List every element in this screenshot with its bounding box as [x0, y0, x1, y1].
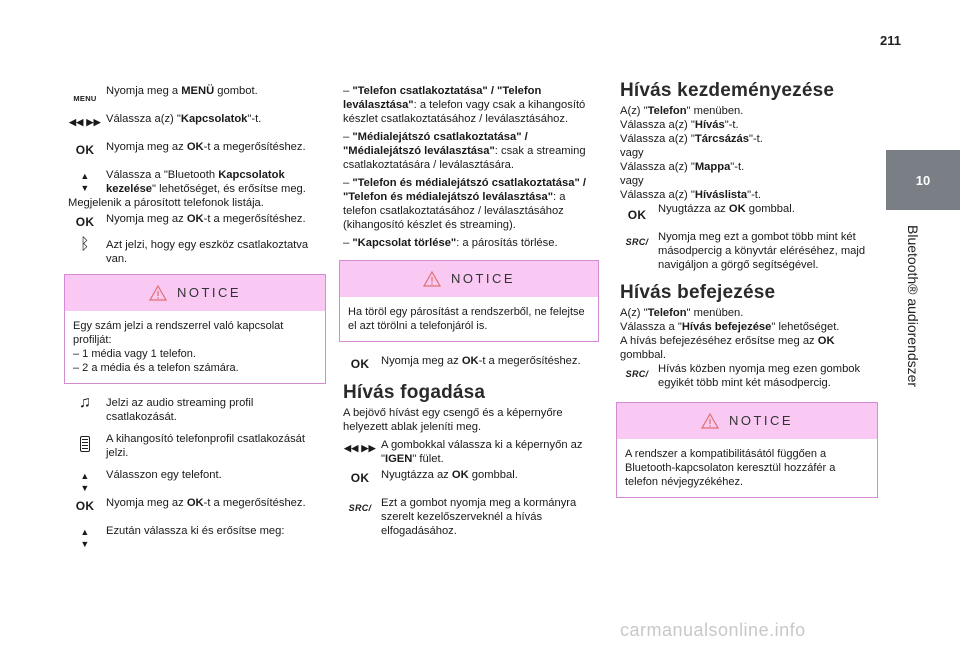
text: –: [343, 85, 353, 97]
step-ok-2: [68, 212, 326, 229]
notice-header: [65, 275, 325, 311]
text: : csak a streaming csatlakoztatására / leválasztására.: [343, 145, 586, 171]
text: Megjelenik a párosított telefonok listája.: [68, 197, 264, 209]
paragraph: [620, 160, 878, 174]
notice-label: NOTICE: [450, 271, 516, 286]
chapter-tab: 10: [886, 150, 960, 210]
text: Válassza a(z) ": [620, 133, 695, 145]
text: -t a megerősítéshez.: [478, 355, 581, 367]
step-steering-directory: [620, 230, 878, 272]
text: : a párosítás törlése.: [456, 237, 558, 249]
text: –: [343, 131, 353, 143]
text: –: [343, 177, 353, 189]
step-steering-accept: [343, 496, 599, 538]
text: – 1 média vagy 1 telefon.: [73, 348, 196, 360]
column-2: [343, 84, 599, 546]
text-bold: Mappa: [694, 161, 731, 173]
text: gombot.: [217, 85, 258, 97]
text-bold: MENÜ: [181, 85, 215, 97]
text: A(z) ": [620, 105, 648, 117]
warning-icon: [701, 413, 719, 429]
step-select-confirm: [68, 524, 326, 549]
heading-call-receive: Hívás fogadása: [343, 382, 486, 403]
text-bold: "Médialejátszó csatlakoztatása" / "Médialejátszó leválasztása": [343, 131, 528, 157]
step-select-yes: [343, 438, 599, 466]
text-bold: Híváslista: [694, 189, 748, 201]
step-ok-4: [343, 354, 599, 371]
paragraph: vagy: [620, 175, 644, 187]
warning-icon: [149, 285, 167, 301]
step-bluetooth: [68, 238, 326, 266]
heading-call-end: Hívás befejezése: [620, 282, 776, 303]
text: Válassza a(z) ": [620, 161, 695, 173]
step-ok-5: [343, 468, 599, 485]
paragraph: [620, 320, 878, 334]
column-1: [68, 84, 326, 549]
music-note-icon: ♫: [78, 394, 92, 411]
text: -t a megerősítéshez.: [203, 141, 306, 153]
step-steering-end: [620, 362, 878, 390]
warning-icon: [423, 271, 441, 287]
option-3: [343, 176, 599, 232]
text-bold: Telefon: [647, 105, 687, 117]
text: "-t.: [748, 133, 763, 145]
option-1: [343, 84, 599, 126]
text: A(z) ": [620, 307, 648, 319]
bluetooth-icon: ᛒ: [80, 236, 90, 253]
up-down-arrows-icon: ▲ ▼: [80, 471, 90, 493]
text: Nyugtázza az: [658, 203, 729, 215]
notice-body: [65, 311, 325, 383]
text: " lehetőséget.: [771, 321, 840, 333]
chapter-title: [905, 225, 925, 425]
text: Azt jelzi, hogy egy eszköz csatlakoztatva van.: [106, 239, 309, 265]
text: Ezután válassza ki és erősítse meg:: [106, 525, 285, 537]
notice-header: [617, 403, 877, 439]
paragraph: [620, 334, 878, 362]
ok-button-icon: OK: [75, 143, 95, 157]
text: " fület.: [412, 453, 444, 465]
text: Nyomja meg az: [106, 141, 187, 153]
text: " menüben.: [686, 307, 744, 319]
text-bold: OK: [186, 141, 204, 153]
text: "-t.: [247, 113, 262, 125]
text-bold: OK: [817, 335, 835, 347]
paragraph: vagy: [620, 147, 644, 159]
notice-box-3: [616, 402, 878, 498]
text: "-t.: [747, 189, 762, 201]
text: "-t.: [724, 119, 739, 131]
text: –: [343, 237, 353, 249]
menu-button-icon: MENU: [73, 94, 97, 103]
text-bold: Kapcsolatok: [180, 113, 248, 125]
chapter-title-text: Bluetooth® audiorendszer: [905, 225, 921, 388]
text: " menüben.: [686, 105, 744, 117]
text-bold: Tárcsázás: [694, 133, 749, 145]
text: A hívás befejezéséhez erősítse meg az: [620, 335, 818, 347]
text-bold: OK: [728, 203, 746, 215]
watermark: carmanualsonline.info: [620, 620, 806, 640]
notice-label: NOTICE: [728, 413, 794, 428]
src-button-icon: SRC/: [625, 369, 649, 379]
text-bold: OK: [186, 213, 204, 225]
text: Nyomja meg az: [381, 355, 462, 367]
text: Jelzi az audio streaming profil csatlakozását.: [106, 397, 254, 423]
text-bold: IGEN: [384, 453, 413, 465]
text: Válassza a(z) ": [620, 189, 695, 201]
paragraph: [620, 104, 878, 118]
up-down-arrows-icon: ▲ ▼: [80, 527, 90, 549]
text-bold: OK: [186, 497, 204, 509]
step-ok-6: [620, 202, 878, 222]
text: Nyugtázza az: [381, 469, 452, 481]
paragraph: [620, 306, 878, 320]
text: Hívás közben nyomja meg ezen gombok egyikét több mint két másodpercig.: [658, 363, 861, 389]
text: : a telefon csatlakoztatásához / leválasztásához (kihangosító készlet és streaming).: [343, 191, 566, 231]
paragraph: [620, 188, 878, 202]
ok-button-icon: OK: [350, 357, 370, 371]
text: -t a megerősítéshez.: [203, 213, 306, 225]
text: Nyomja meg az: [106, 213, 187, 225]
ok-button-icon: OK: [627, 208, 647, 222]
phone-icon: [68, 436, 102, 456]
text: Válassza a "Bluetooth: [106, 169, 219, 181]
notice-box-2: [339, 260, 599, 342]
arrows-icon: ◀◀ ▶▶: [69, 117, 101, 127]
notice-body: A rendszer a kompatibilitásától függően a Bluetooth-kapcsolaton keresztül hozzáfér a telefon névjegyzékéhez.: [625, 448, 836, 488]
text: Egy szám jelzi a rendszerrel való kapcsolat profilját:: [73, 320, 284, 346]
step-streaming: [68, 396, 326, 424]
text-bold: Telefon: [647, 307, 687, 319]
text: : a telefon vagy csak a kihangosító készlet csatlakoztatásához / leválasztásához.: [343, 99, 586, 125]
text: A kihangosító telefonprofil csatlakozását jelzi.: [106, 433, 306, 459]
text-bold: "Kapcsolat törlése": [352, 237, 457, 249]
option-2: [343, 130, 599, 172]
text-bold: Hívás: [694, 119, 725, 131]
ok-button-icon: OK: [75, 499, 95, 513]
text: gombbal.: [620, 349, 667, 361]
paragraph: [620, 118, 878, 132]
up-down-arrows-icon: ▲ ▼: [80, 171, 90, 193]
step-connections: [68, 112, 326, 126]
option-4: [343, 236, 599, 250]
text-bold: OK: [461, 355, 479, 367]
text: Nyomja meg az: [106, 497, 187, 509]
text: Válassza a(z) ": [106, 113, 181, 125]
notice-label: NOTICE: [176, 285, 242, 300]
text: Válassza a ": [620, 321, 682, 333]
text: – 2 a média és a telefon számára.: [73, 362, 239, 374]
page-number: 211: [880, 33, 901, 48]
text: Válasszon egy telefont.: [106, 469, 222, 481]
notice-body: Ha töröl egy párosítást a rendszerből, ne felejtse el azt törölni a telefonjáról is.: [348, 306, 585, 332]
text: Nyomja meg ezt a gombot több mint két másodpercig a könyvtár eléréséhez, majd navigáljon a görgő segítségével.: [658, 231, 866, 271]
step-handsfree: [68, 432, 326, 460]
text: gombbal.: [745, 203, 795, 215]
paragraph: A bejövő hívást egy csengő és a képernyőre helyezett ablak jeleníti meg.: [343, 407, 563, 433]
text: " lehetőséget, és erősítse meg.: [152, 183, 306, 195]
ok-button-icon: OK: [350, 471, 370, 485]
arrows-icon: ◀◀ ▶▶: [344, 443, 376, 453]
step-ok-1: [68, 140, 326, 157]
text-bold: Hívás befejezése: [681, 321, 772, 333]
text-bold: "Telefon csatlakoztatása" / "Telefon leválasztása": [343, 85, 542, 111]
src-button-icon: SRC/: [625, 237, 649, 247]
heading-call-start: Hívás kezdeményezése: [620, 80, 835, 101]
text-bold: "Telefon és médialejátszó csatlakoztatása" / "Telefon és médialejátszó leválasztása": [343, 177, 586, 203]
text: "-t.: [730, 161, 745, 173]
text: gombbal.: [468, 469, 518, 481]
text: -t a megerősítéshez.: [203, 497, 306, 509]
text-bold: OK: [451, 469, 469, 481]
text: Nyomja meg a: [106, 85, 182, 97]
src-button-icon: SRC/: [348, 503, 372, 513]
step-select-phone: [68, 468, 326, 493]
notice-header: [340, 261, 598, 297]
paragraph: [620, 132, 878, 146]
step-manage: [68, 168, 326, 210]
step-menu: [68, 84, 326, 103]
text-bold: Kapcsolatok kezelése: [106, 169, 285, 195]
text: A gombokkal válassza ki a képernyőn az ": [381, 439, 583, 465]
step-ok-3: [68, 496, 326, 513]
text: Ezt a gombot nyomja meg a kormányra szerelt kezelőszerveknél a hívás elfogadásához.: [381, 497, 577, 537]
ok-button-icon: OK: [75, 215, 95, 229]
notice-box-1: [64, 274, 326, 384]
text: Válassza a(z) ": [620, 119, 695, 131]
column-3: [620, 80, 878, 510]
